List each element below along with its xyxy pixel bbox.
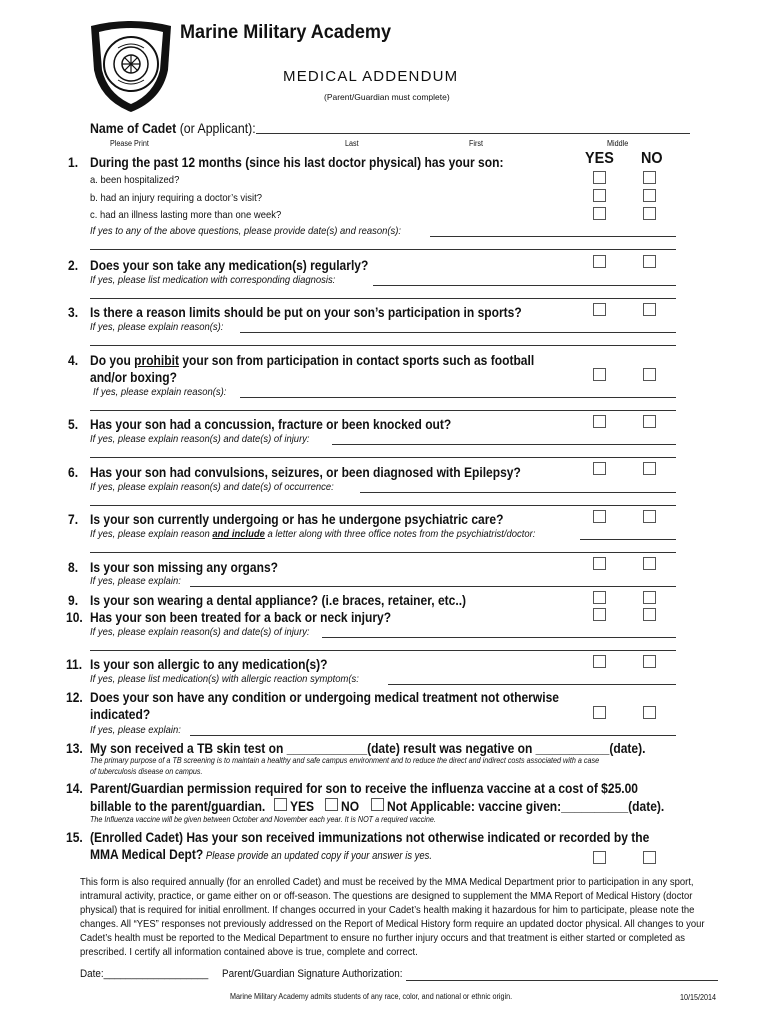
q15-line2-italic: Please provide an updated copy if your answer is yes.	[203, 850, 433, 862]
q12-text-line2: indicated?	[90, 706, 151, 722]
q7-followup	[90, 528, 535, 540]
q1-followup-field-2[interactable]	[90, 249, 676, 250]
q1c-yes-checkbox[interactable]	[593, 207, 606, 220]
q1-followup: If yes to any of the above questions, please provide date(s) and reason(s):	[90, 225, 401, 237]
hint-last: Last	[345, 139, 359, 148]
q1a-yes-checkbox[interactable]	[593, 171, 606, 184]
q7-followup-pre: If yes, please explain reason	[90, 528, 213, 540]
q4-followup-field[interactable]	[240, 397, 676, 398]
q1-text: During the past 12 months (since his last doctor physical) has your son:	[90, 154, 504, 170]
q7-text: Is your son currently undergoing or has he undergone psychiatric care?	[90, 511, 504, 527]
q1a-text: a. been hospitalized?	[90, 174, 180, 186]
certification-line: physical) that is required for initial enrollment. If changes occurred in your Cadet’s health making it hazardous for him to participate, please note the	[80, 904, 695, 916]
certification-line: changes. All “YES” responses not previously addressed on the Report of Medical History form require an updated doctor physical. All changes to your	[80, 918, 705, 930]
q14-not-applicable-label: Not Applicable: vaccine given:__________(date).	[387, 798, 665, 814]
q8-followup-field[interactable]	[190, 586, 676, 587]
q13-number: 13.	[66, 740, 83, 756]
q12-number: 12.	[66, 689, 83, 705]
q2-yes-checkbox[interactable]	[593, 255, 606, 268]
q12-followup-field[interactable]	[190, 735, 676, 736]
nondiscrimination-statement: Marine Military Academy admits students of any race, color, and national or ethnic origin.	[230, 992, 513, 1001]
q3-followup: If yes, please explain reason(s):	[90, 321, 224, 333]
q3-followup-field[interactable]	[240, 332, 676, 333]
q4-text-line2: and/or boxing?	[90, 369, 177, 385]
q4-text-pre: Do you	[90, 352, 135, 368]
q4-yes-checkbox[interactable]	[593, 368, 606, 381]
q14-no-label: NO	[341, 798, 360, 814]
q14-yes-checkbox[interactable]	[274, 798, 287, 811]
q8-number: 8.	[68, 559, 79, 575]
hint-first: First	[469, 139, 484, 148]
q11-number: 11.	[66, 656, 83, 672]
q8-text: Is your son missing any organs?	[90, 559, 279, 575]
q1a-no-checkbox[interactable]	[643, 171, 656, 184]
q8-yes-checkbox[interactable]	[593, 557, 606, 570]
q15-no-checkbox[interactable]	[643, 851, 656, 864]
school-name: Marine Military Academy	[180, 22, 392, 43]
q10-followup-field-2[interactable]	[90, 650, 676, 651]
q4-followup: If yes, please explain reason(s):	[93, 386, 227, 398]
no-column-header: NO	[641, 150, 663, 167]
q5-no-checkbox[interactable]	[643, 415, 656, 428]
q1b-no-checkbox[interactable]	[643, 189, 656, 202]
certification-line: prescribed. I certify all information contained above is true, complete and correct.	[80, 946, 418, 958]
q14-yes-label: YES	[290, 798, 315, 814]
q4-no-checkbox[interactable]	[643, 368, 656, 381]
q14-note: The Influenza vaccine will be given between October and November each year. It is NOT a required vaccine.	[90, 815, 436, 824]
q5-text: Has your son had a concussion, fracture or been knocked out?	[90, 416, 452, 432]
q9-text: Is your son wearing a dental appliance? (i.e braces, retainer, etc..)	[90, 592, 467, 608]
q11-text: Is your son allergic to any medication(s)?	[90, 656, 328, 672]
q2-followup-field[interactable]	[373, 285, 676, 286]
q1c-text: c. had an illness lasting more than one week?	[90, 209, 282, 221]
q14-line2: billable to the parent/guardian.	[90, 798, 266, 814]
q3-number: 3.	[68, 304, 79, 320]
q5-followup-field-2[interactable]	[90, 457, 676, 458]
q5-followup-field[interactable]	[332, 444, 676, 445]
name-label-bold: Name of Cadet	[90, 120, 177, 136]
q6-yes-checkbox[interactable]	[593, 462, 606, 475]
q11-followup-field[interactable]	[388, 684, 676, 685]
q14-text: Parent/Guardian permission required for son to receive the influenza vaccine at a cost of $25.00	[90, 780, 639, 796]
q4-text	[90, 352, 534, 368]
q7-no-checkbox[interactable]	[643, 510, 656, 523]
q2-followup: If yes, please list medication with corresponding diagnosis:	[90, 274, 336, 286]
q7-yes-checkbox[interactable]	[593, 510, 606, 523]
q11-no-checkbox[interactable]	[643, 655, 656, 668]
q8-no-checkbox[interactable]	[643, 557, 656, 570]
q14-number: 14.	[66, 780, 83, 796]
q3-text: Is there a reason limits should be put on your son’s participation in sports?	[90, 304, 522, 320]
q12-followup: If yes, please explain:	[90, 724, 181, 736]
q15-line2	[90, 846, 432, 862]
q14-no-checkbox[interactable]	[325, 798, 338, 811]
q9-no-checkbox[interactable]	[643, 591, 656, 604]
q2-no-checkbox[interactable]	[643, 255, 656, 268]
q7-followup-and-include: and include	[212, 528, 265, 540]
hint-middle: Middle	[607, 139, 629, 148]
q10-text: Has your son been treated for a back or neck injury?	[90, 609, 392, 625]
signature-label: Parent/Guardian Signature Authorization:	[222, 968, 403, 980]
q15-line2-bold: MMA Medical Dept?	[90, 846, 204, 862]
q8-followup: If yes, please explain:	[90, 575, 181, 587]
signature-field[interactable]	[406, 980, 718, 981]
q4-prohibit: prohibit	[134, 352, 179, 368]
q12-no-checkbox[interactable]	[643, 706, 656, 719]
q11-followup: If yes, please list medication(s) with allergic reaction symptom(s:	[90, 673, 359, 685]
q6-text: Has your son had convulsions, seizures, or been diagnosed with Epilepsy?	[90, 464, 521, 480]
q7-number: 7.	[68, 511, 79, 527]
q6-no-checkbox[interactable]	[643, 462, 656, 475]
q7-followup-field[interactable]	[580, 539, 676, 540]
revision-date: 10/15/2014	[680, 993, 717, 1002]
q4-text-post: your son from participation in contact sports such as football	[178, 352, 535, 368]
q7-followup-field-2[interactable]	[90, 552, 676, 553]
q10-no-checkbox[interactable]	[643, 608, 656, 621]
q5-followup: If yes, please explain reason(s) and date(s) of injury:	[90, 433, 310, 445]
q7-followup-post: a letter along with three office notes from the psychiatrist/doctor:	[264, 528, 536, 540]
q5-number: 5.	[68, 416, 79, 432]
date-label: Date:___________________	[80, 968, 209, 980]
q13-text: My son received a TB skin test on ____________(date) result was negative on ___________(date).	[90, 740, 646, 756]
q1-number: 1.	[68, 154, 79, 170]
q1b-text: b. had an injury requiring a doctor’s visit?	[90, 192, 262, 204]
q6-followup-field-2[interactable]	[90, 505, 676, 506]
q10-number: 10.	[66, 609, 83, 625]
q10-followup-field[interactable]	[322, 637, 676, 638]
q15-text: (Enrolled Cadet) Has your son received immunizations not otherwise indicated or recorded by the	[90, 829, 650, 845]
q12-text: Does your son have any condition or undergoing medical treatment not otherwise	[90, 689, 559, 705]
q10-yes-checkbox[interactable]	[593, 608, 606, 621]
q6-followup-field[interactable]	[360, 492, 676, 493]
q4-number: 4.	[68, 352, 79, 368]
q10-followup: If yes, please explain reason(s) and date(s) of injury:	[90, 626, 310, 638]
form-title: MEDICAL ADDENDUM	[283, 68, 459, 85]
q13-note-line1: The primary purpose of a TB screening is to maintain a healthy and safe campus environment and to reduce the direct and indirect costs associated with a case	[90, 756, 600, 765]
q12-yes-checkbox[interactable]	[593, 706, 606, 719]
name-of-cadet-field[interactable]	[256, 133, 690, 134]
certification-line: Cadet’s health must be reported to the Medical Department to ensure no further injury occurs and that treatment is either started or completed as	[80, 932, 685, 944]
date-field[interactable]	[110, 980, 212, 981]
q4-followup-field-2[interactable]	[90, 410, 676, 411]
name-label-rest: (or Applicant):	[176, 120, 256, 136]
certification-line: intramural activity, practice, or game either on or off-season. The questions are designed to supplement the MMA Report of Medical History (doctor	[80, 890, 693, 902]
q1-followup-field[interactable]	[430, 236, 676, 237]
q1c-no-checkbox[interactable]	[643, 207, 656, 220]
q5-yes-checkbox[interactable]	[593, 415, 606, 428]
q2-number: 2.	[68, 257, 79, 273]
q15-yes-checkbox[interactable]	[593, 851, 606, 864]
q2-followup-field-2[interactable]	[90, 298, 676, 299]
q3-no-checkbox[interactable]	[643, 303, 656, 316]
q11-yes-checkbox[interactable]	[593, 655, 606, 668]
form-subtitle: (Parent/Guardian must complete)	[324, 92, 450, 102]
q14-not-applicable-checkbox[interactable]	[371, 798, 384, 811]
academy-seal-logo	[86, 18, 176, 114]
yes-column-header: YES	[585, 150, 614, 167]
q3-yes-checkbox[interactable]	[593, 303, 606, 316]
q6-number: 6.	[68, 464, 79, 480]
hint-please-print: Please Print	[110, 139, 149, 148]
q1b-yes-checkbox[interactable]	[593, 189, 606, 202]
q13-note-line2: of tuberculosis disease on campus.	[90, 767, 203, 776]
q6-followup: If yes, please explain reason(s) and date(s) of occurrence:	[90, 481, 334, 493]
q15-number: 15.	[66, 829, 83, 845]
q9-number: 9.	[68, 592, 79, 608]
q3-followup-field-2[interactable]	[90, 345, 676, 346]
certification-line: This form is also required annually (for an enrolled Cadet) and must be received by the MMA Medical Department prior to participation in any sport,	[80, 876, 694, 888]
name-of-cadet-label	[90, 120, 256, 136]
q9-yes-checkbox[interactable]	[593, 591, 606, 604]
q2-text: Does your son take any medication(s) regularly?	[90, 257, 369, 273]
